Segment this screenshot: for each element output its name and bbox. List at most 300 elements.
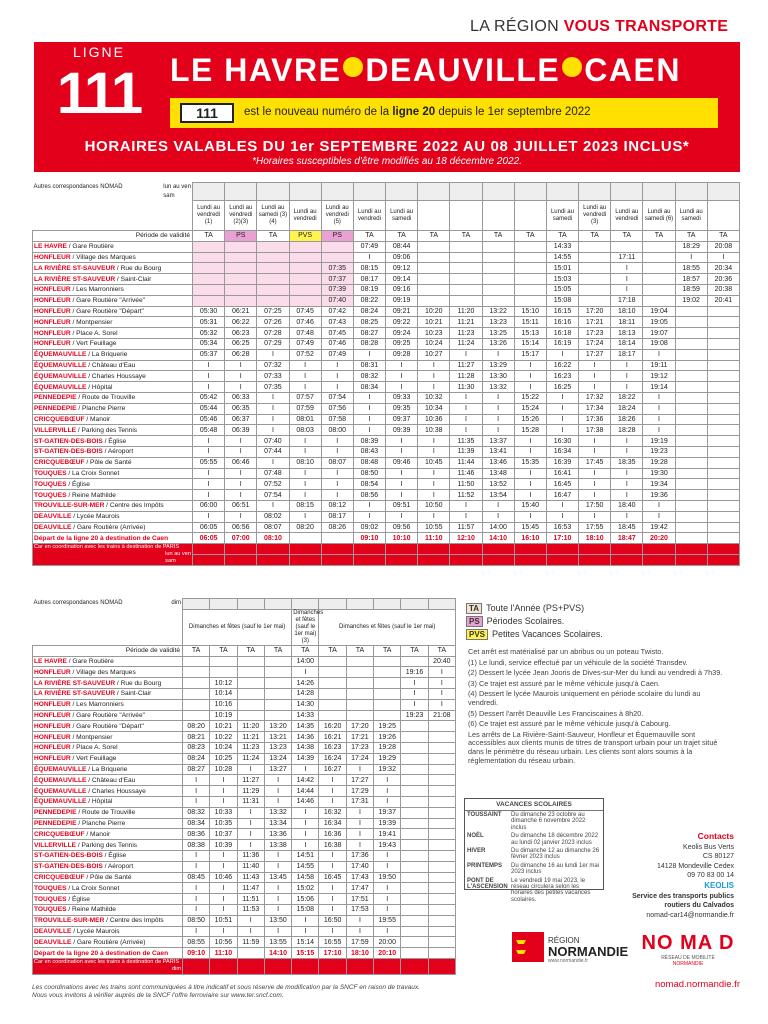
time-cell	[428, 732, 455, 743]
time-cell: I	[210, 786, 237, 797]
time-cell: 11:21	[450, 317, 482, 328]
time-cell	[707, 338, 739, 349]
time-cell: 10:36	[418, 414, 450, 425]
time-cell	[675, 500, 707, 511]
time-cell: 16:34	[319, 818, 346, 829]
time-cell: 17:34	[579, 403, 611, 414]
time-cell: 17:45	[579, 457, 611, 468]
stop-name: CRICQUEBŒUF / Manoir	[33, 829, 183, 840]
time-cell	[707, 371, 739, 382]
time-cell	[264, 710, 291, 721]
nomad-url[interactable]: nomad.normandie.fr	[654, 979, 740, 990]
time-cell: 09:28	[386, 349, 418, 360]
time-cell	[237, 688, 264, 699]
time-cell	[401, 926, 428, 937]
train-coord-row: Car en coordination avec les trains à destination de PARIS lun au ven sam	[33, 544, 740, 555]
time-cell	[401, 775, 428, 786]
table-row	[33, 338, 740, 349]
time-cell: I	[482, 414, 514, 425]
time-cell	[401, 786, 428, 797]
time-cell: 10:19	[210, 710, 237, 721]
time-cell: I	[579, 360, 611, 371]
time-cell: I	[707, 252, 739, 263]
time-cell	[289, 295, 321, 306]
time-cell	[579, 295, 611, 306]
time-cell: 08:00	[321, 425, 353, 436]
table-row	[33, 861, 456, 872]
time-cell: I	[374, 850, 401, 861]
time-cell	[289, 252, 321, 263]
time-cell	[428, 829, 455, 840]
time-cell: I	[386, 436, 418, 447]
time-cell: 10:27	[418, 349, 450, 360]
table-row	[33, 732, 456, 743]
stop-name: HONFLEUR / Les Marronniers	[33, 699, 183, 710]
time-cell: 16:32	[319, 807, 346, 818]
time-cell: I	[418, 446, 450, 457]
time-cell: 11:57	[450, 522, 482, 533]
time-cell	[225, 263, 257, 274]
renumber-note: est le nouveau numéro de la ligne 20 depuis le 1er septembre 2022	[244, 106, 591, 118]
table-row	[33, 284, 740, 295]
time-cell: 11:59	[237, 937, 264, 948]
time-cell	[346, 656, 373, 667]
route-arrow-icon	[562, 57, 582, 77]
time-cell: 09:46	[386, 457, 418, 468]
time-cell: 17:59	[346, 937, 373, 948]
time-cell	[482, 252, 514, 263]
time-cell	[321, 252, 353, 263]
time-cell	[237, 699, 264, 710]
time-cell: 13:52	[482, 479, 514, 490]
time-cell: 06:25	[225, 338, 257, 349]
time-cell: 08:34	[353, 382, 385, 393]
time-cell: I	[292, 667, 319, 678]
time-cell: I	[374, 894, 401, 905]
time-cell	[675, 349, 707, 360]
time-cell: 08:45	[183, 872, 210, 883]
table-row	[33, 436, 740, 447]
time-cell: 08:28	[353, 338, 385, 349]
stop-name: ÉQUEMAUVILLE / Charles Houssaye	[33, 786, 183, 797]
time-cell: I	[289, 382, 321, 393]
time-cell	[319, 656, 346, 667]
stop-name: CRICQUEBŒUF / Manoir	[33, 414, 193, 425]
time-cell	[707, 436, 739, 447]
time-cell: 19:37	[374, 807, 401, 818]
time-cell: I	[237, 915, 264, 926]
time-cell: 18:10	[611, 306, 643, 317]
period-cell: TA	[428, 645, 455, 656]
time-cell	[346, 678, 373, 689]
time-cell: 08:39	[353, 436, 385, 447]
time-cell: 17:29	[346, 786, 373, 797]
time-cell: 08:17	[353, 274, 385, 285]
time-cell: 19:19	[643, 436, 675, 447]
time-cell	[237, 656, 264, 667]
stop-name: TROUVILLE-SUR-MER / Centre des Impôts	[33, 500, 193, 511]
table-row	[33, 317, 740, 328]
time-cell	[225, 295, 257, 306]
col-head-12: Lundi au vendredi (3)	[579, 201, 611, 231]
weekday-timetable	[32, 182, 740, 566]
time-cell: I	[374, 926, 401, 937]
time-cell: I	[611, 284, 643, 295]
table-row	[33, 274, 740, 285]
time-cell: 19:02	[675, 295, 707, 306]
time-cell: 07:26	[257, 317, 289, 328]
stop-name: DEAUVILLE / Gare Routière (Arrivée)	[33, 937, 183, 948]
time-cell: 19:08	[643, 338, 675, 349]
table-row	[33, 468, 740, 479]
stop-name: VILLERVILLE / Parking des Tennis	[33, 840, 183, 851]
time-cell: I	[546, 392, 578, 403]
time-cell: 11:40	[237, 861, 264, 872]
time-cell	[401, 904, 428, 915]
time-cell: 14:39	[292, 753, 319, 764]
time-cell	[183, 678, 210, 689]
time-cell: I	[292, 926, 319, 937]
time-cell: 07:57	[289, 392, 321, 403]
time-cell: 16:19	[546, 338, 578, 349]
time-cell: 10:20	[418, 306, 450, 317]
table-row	[33, 904, 456, 915]
time-cell: I	[264, 850, 291, 861]
time-cell: I	[450, 425, 482, 436]
time-cell: 19:11	[643, 360, 675, 371]
time-cell: I	[193, 371, 225, 382]
weekend-table	[32, 598, 456, 975]
time-cell	[374, 656, 401, 667]
time-cell: I	[237, 818, 264, 829]
legend-ta: TA Toute l'Année (PS+PVS)	[466, 603, 584, 614]
time-cell: 18:14	[611, 338, 643, 349]
time-cell: I	[546, 425, 578, 436]
time-cell: I	[193, 511, 225, 522]
time-cell: 07:48	[289, 328, 321, 339]
col-head-13: Lundi au vendredi	[611, 201, 643, 231]
time-cell	[257, 252, 289, 263]
time-cell: 20:08	[707, 241, 739, 252]
time-cell: I	[611, 468, 643, 479]
time-cell: 13:26	[482, 338, 514, 349]
stop-name: ÉQUEMAUVILLE / Hôpital	[33, 796, 183, 807]
time-cell	[237, 667, 264, 678]
stop-name: HONFLEUR / Village des Marques	[33, 667, 183, 678]
time-cell: 11:47	[237, 883, 264, 894]
time-cell: 16:21	[319, 732, 346, 743]
time-cell: 07:43	[321, 317, 353, 328]
time-cell: 10:51	[210, 915, 237, 926]
time-cell: I	[183, 796, 210, 807]
time-cell: 11:30	[450, 382, 482, 393]
time-cell: I	[346, 829, 373, 840]
time-cell: I	[321, 446, 353, 457]
time-cell: 14:26	[292, 678, 319, 689]
route-arrow-icon	[343, 57, 363, 77]
time-cell: I	[546, 349, 578, 360]
time-cell: 17:36	[346, 850, 373, 861]
table-row	[33, 446, 740, 457]
time-cell: I	[319, 850, 346, 861]
time-cell: I	[482, 511, 514, 522]
time-cell: 17:40	[346, 861, 373, 872]
time-cell: 20:36	[707, 274, 739, 285]
holiday-row: PONT DE L'ASCENSION Le vendredi 19 mai 2023, le réseau circulera selon les horaires des petites vacances scolaires.	[467, 877, 591, 903]
validity-subtitle: *Horaires susceptibles d'être modifiés au 18 décembre 2022.	[252, 156, 522, 167]
time-cell: I	[319, 894, 346, 905]
time-cell: 18:29	[675, 241, 707, 252]
time-cell: 13:32	[264, 807, 291, 818]
time-cell: 07:37	[321, 274, 353, 285]
contact-email[interactable]: nomad-car14@normandie.fr	[646, 911, 734, 919]
period-cell: TA	[237, 645, 264, 656]
table-row	[33, 263, 740, 274]
time-cell	[643, 252, 675, 263]
time-cell: 06:37	[225, 414, 257, 425]
time-cell: 10:35	[210, 818, 237, 829]
time-cell: 10:46	[210, 872, 237, 883]
time-cell: 06:39	[225, 425, 257, 436]
time-cell: 13:23	[264, 742, 291, 753]
time-cell: 10:16	[210, 699, 237, 710]
table-row	[33, 328, 740, 339]
time-cell: 13:34	[264, 818, 291, 829]
time-cell	[514, 263, 546, 274]
time-cell: I	[418, 371, 450, 382]
time-cell	[482, 263, 514, 274]
time-cell	[319, 667, 346, 678]
stop-name: VILLERVILLE / Parking des Tennis	[33, 425, 193, 436]
time-cell: I	[514, 382, 546, 393]
time-cell: I	[346, 807, 373, 818]
time-cell: 13:37	[482, 436, 514, 447]
table-row	[33, 915, 456, 926]
time-cell	[193, 295, 225, 306]
time-cell	[418, 252, 450, 263]
time-cell	[401, 861, 428, 872]
time-cell: 08:10	[289, 457, 321, 468]
stop-name: TOUQUES / La Croix Sonnet	[33, 883, 183, 894]
time-cell: I	[321, 479, 353, 490]
time-cell	[707, 392, 739, 403]
time-cell: 14:30	[292, 699, 319, 710]
time-cell: I	[225, 468, 257, 479]
period-cell: PS	[225, 231, 257, 242]
time-cell: 08:07	[321, 457, 353, 468]
time-cell: I	[418, 382, 450, 393]
time-cell: I	[346, 818, 373, 829]
footnote-7: Les arrêts de La Rivière-Saint-Sauveur, Honfleur et Équemauville sont accessibles aux clients munis de titres de transport urbain pour un trajet situé dans le périmètre du réseau urbain. Les clients sont alors soumis à la réglementation du réseau urbain.	[468, 729, 718, 765]
time-cell: 08:31	[353, 360, 385, 371]
time-cell: 06:35	[225, 403, 257, 414]
time-cell: I	[374, 883, 401, 894]
time-cell: I	[193, 490, 225, 501]
table-row	[33, 850, 456, 861]
time-cell: 08:36	[183, 829, 210, 840]
time-cell: I	[289, 490, 321, 501]
time-cell	[193, 274, 225, 285]
period-cell: TA	[707, 231, 739, 242]
time-cell: 08:02	[257, 511, 289, 522]
time-cell	[225, 284, 257, 295]
time-cell: I	[319, 883, 346, 894]
time-cell: I	[183, 894, 210, 905]
table-row	[33, 807, 456, 818]
time-cell	[428, 742, 455, 753]
time-cell: 11:24	[237, 753, 264, 764]
time-cell	[401, 807, 428, 818]
table-row	[33, 500, 740, 511]
time-cell: I	[289, 511, 321, 522]
time-cell: 10:12	[210, 678, 237, 689]
time-cell: 15:45	[514, 522, 546, 533]
stop-name: HONFLEUR / Place A. Sorel	[33, 328, 193, 339]
time-cell: I	[237, 764, 264, 775]
time-cell: I	[611, 446, 643, 457]
time-cell: I	[643, 349, 675, 360]
time-cell	[707, 349, 739, 360]
time-cell: I	[210, 796, 237, 807]
time-cell	[418, 284, 450, 295]
time-cell	[675, 371, 707, 382]
time-cell: 06:05	[193, 522, 225, 533]
time-cell: 17:38	[579, 425, 611, 436]
time-cell	[321, 241, 353, 252]
time-cell: I	[321, 382, 353, 393]
time-cell	[675, 360, 707, 371]
stop-name: CRICQUEBŒUF / Pôle de Santé	[33, 457, 193, 468]
time-cell	[289, 263, 321, 274]
time-cell	[643, 284, 675, 295]
time-cell: 19:39	[374, 818, 401, 829]
time-cell	[401, 840, 428, 851]
time-cell: I	[579, 446, 611, 457]
time-cell	[401, 894, 428, 905]
time-cell	[237, 710, 264, 721]
time-cell: 11:21	[237, 732, 264, 743]
time-cell: 09:25	[386, 338, 418, 349]
time-cell: I	[611, 382, 643, 393]
time-cell: 15:35	[514, 457, 546, 468]
time-cell	[707, 382, 739, 393]
period-cell: TA	[418, 231, 450, 242]
time-cell	[257, 241, 289, 252]
stop-name: PENNEDEPIE / Route de Trouville	[33, 392, 193, 403]
time-cell: I	[193, 360, 225, 371]
time-cell: 08:56	[353, 490, 385, 501]
time-cell: I	[450, 500, 482, 511]
time-cell: 08:15	[289, 500, 321, 511]
stop-name: HONFLEUR / Montpensier	[33, 732, 183, 743]
stop-name: HONFLEUR / Gare Routière "Arrivée"	[33, 295, 193, 306]
time-cell	[611, 241, 643, 252]
time-cell: 13:21	[264, 732, 291, 743]
time-cell: I	[225, 479, 257, 490]
time-cell: 10:50	[418, 500, 450, 511]
time-cell	[643, 295, 675, 306]
stop-name: HONFLEUR / Montpensier	[33, 317, 193, 328]
time-cell	[675, 382, 707, 393]
time-cell: 17:24	[579, 338, 611, 349]
time-cell: I	[428, 678, 455, 689]
col-head-6: Lundi au samedi	[386, 201, 418, 231]
time-cell: 11:35	[450, 436, 482, 447]
time-cell: I	[321, 490, 353, 501]
time-cell: I	[193, 446, 225, 457]
time-cell	[450, 263, 482, 274]
time-cell	[482, 241, 514, 252]
time-cell: I	[292, 807, 319, 818]
time-cell: 07:45	[289, 306, 321, 317]
holiday-row: NOËL Du dimanche 18 décembre 2022 au lundi 02 janvier 2023 inclus	[467, 833, 599, 846]
time-cell: 18:11	[611, 317, 643, 328]
time-cell: 08:32	[183, 807, 210, 818]
time-cell: I	[321, 371, 353, 382]
time-cell: I	[210, 850, 237, 861]
time-cell: 15:01	[546, 263, 578, 274]
table-row	[33, 403, 740, 414]
footnote-4: (4) Dessert le lycée Maurois uniquement en période scolaire du lundi au vendredi.	[468, 689, 701, 707]
time-cell: 11:53	[237, 904, 264, 915]
time-cell: I	[611, 511, 643, 522]
time-cell: 19:30	[643, 468, 675, 479]
footnotes	[468, 648, 730, 767]
time-cell: 11:23	[237, 742, 264, 753]
time-cell	[428, 926, 455, 937]
time-cell: 10:55	[418, 522, 450, 533]
period-cell: TA	[319, 645, 346, 656]
time-cell: 16:23	[319, 742, 346, 753]
time-cell: 13:23	[482, 317, 514, 328]
time-cell: I	[450, 349, 482, 360]
time-cell	[264, 699, 291, 710]
table-row	[33, 742, 456, 753]
time-cell: I	[418, 436, 450, 447]
time-cell	[193, 284, 225, 295]
time-cell: 10:34	[418, 403, 450, 414]
time-cell: 07:42	[321, 306, 353, 317]
time-cell: 11:20	[450, 306, 482, 317]
ligne-label: LIGNE	[72, 44, 125, 60]
time-cell: I	[210, 894, 237, 905]
table-row	[33, 840, 456, 851]
time-cell: 15:08	[546, 295, 578, 306]
time-cell: I	[257, 403, 289, 414]
table-row	[33, 775, 456, 786]
time-cell: I	[611, 360, 643, 371]
time-cell: I	[353, 392, 385, 403]
stop-name: DEAUVILLE / Lycée Maurois	[33, 926, 183, 937]
time-cell: 17:18	[611, 295, 643, 306]
time-cell: I	[450, 414, 482, 425]
time-cell: 09:12	[386, 263, 418, 274]
time-cell: 17:51	[346, 894, 373, 905]
time-cell: 10:21	[210, 721, 237, 732]
time-cell: 16:39	[546, 457, 578, 468]
table-row	[33, 392, 740, 403]
time-cell: 15:26	[514, 414, 546, 425]
time-cell: 08:54	[353, 479, 385, 490]
time-cell: 13:54	[482, 490, 514, 501]
time-cell	[289, 241, 321, 252]
time-cell	[428, 937, 455, 948]
time-cell: I	[289, 468, 321, 479]
time-cell: I	[428, 699, 455, 710]
time-cell: I	[374, 861, 401, 872]
time-cell: 16:38	[319, 840, 346, 851]
stop-name: TROUVILLE-SUR-MER / Centre des Impôts	[33, 915, 183, 926]
